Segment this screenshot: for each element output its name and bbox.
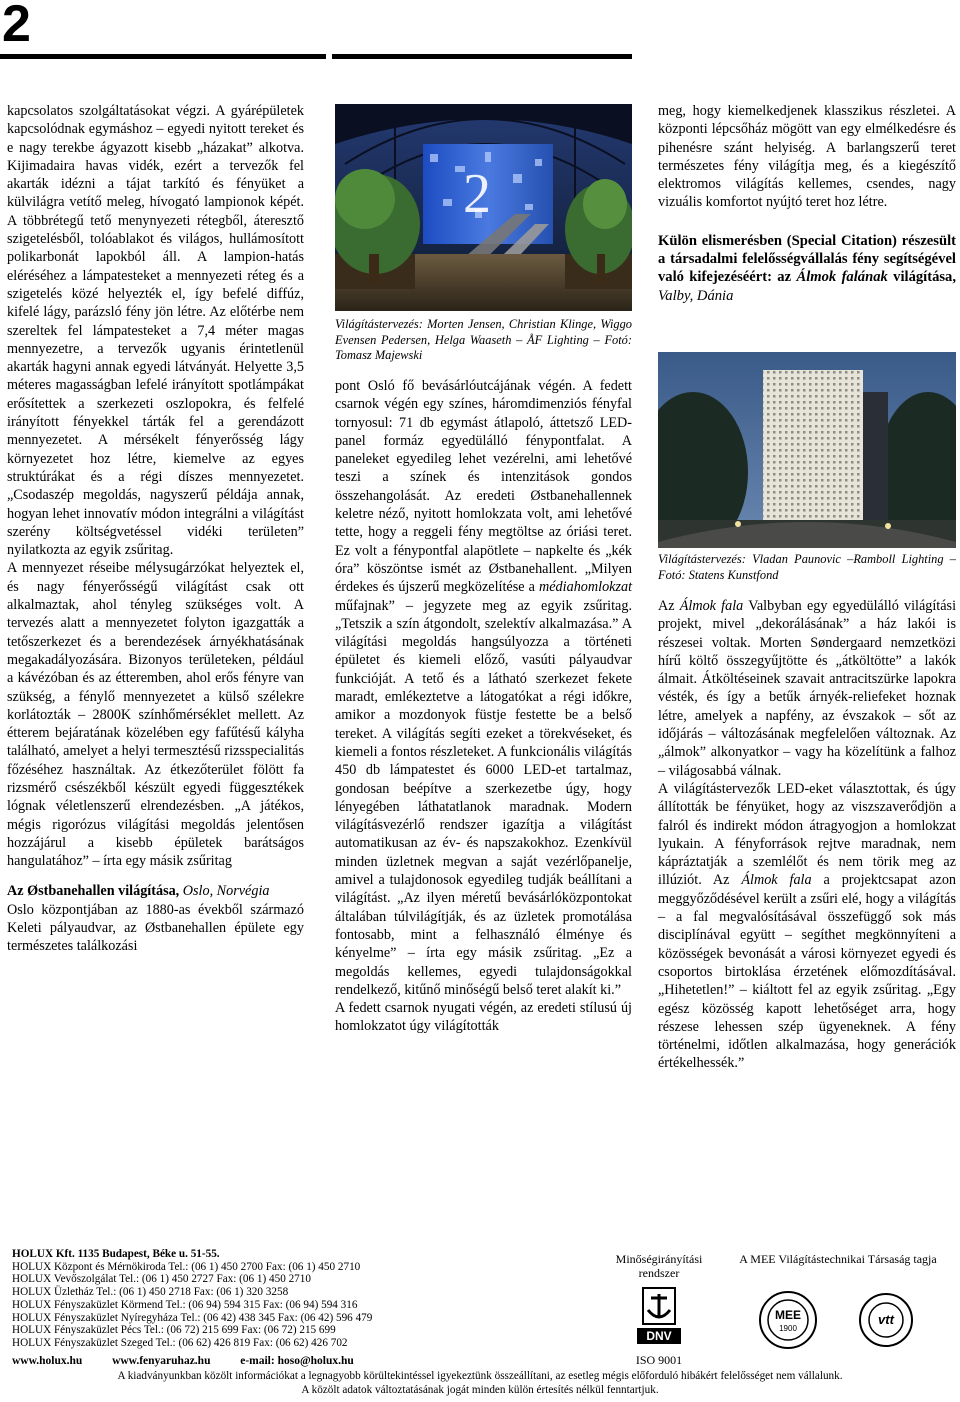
disclaimer-line-1: A kiadványunkban közölt információkat a legnagyobb körültekintéssel igyekeztünk összeállítani, az esetleg mégis előforduló hibákért felelősséget nem vállalunk.: [117, 1370, 843, 1382]
column-3-bottom: [658, 597, 956, 1073]
col1-paragraph-1: kapcsolatos szolgáltatásokat végzi. A gyárépületek kapcsolódnak egymáshoz – egyedi nyitott tereket és e nagy terekbe ágyazott kisebb „házakat” alkotva. Kijimadaira havas vidék, ezért a tervezők fel akarták idézni a tájat tarkító és fényüket a külvilágra vetítő meleg, hívogató lampionok képét. A többrétegű tető menynyezeti rétegből, áteresztő szigetelésből, tolóablakot és világos, hullámosított polikarbonát lapokból áll. A lampion-hatás eléréséhez a lámpatesteket a mennyezeti réteg és a szigetelés közé helyezték el, így befelé diffúz, kifelé lágy, parázsló fény jön létre. Az előtérbe nem szereltek fel lámpatesteket a 7,4 méter magas mennyezetre, a tervezők ugyanis érintetlenül akarták hagyni annak egyedi látványát. Helyette 3,5 méteres magasságban lefelé irányított spotlámpákat erősítettek a szerkezeti oszlopokra, és felfelé irányított fényekkel tárták fel a gerendázott mennyezetet. A mérsékelt fényerősség lágy környezetet hoz létre, kiemelve az egyes struktúrákat és a régi díszes mennyezetet. „Csodaszép megoldás, nagyszerű példája annak, hogyan lehet innovatív módon integrálni a világítást szerény költségvetéssel vidéki területen” nyilatkozta az egyik zsűritag.: [7, 103, 304, 559]
ostbanehallen-caption: Világítástervezés: Morten Jensen, Christian Klinge, Wiggo Evensen Pedersen, Helga Waaseth – ÅF Lighting – Fotó: Tomasz Majewski: [335, 317, 632, 362]
footer-company: HOLUX Kft. 1135 Budapest, Béke u. 51-55.: [12, 1248, 220, 1260]
section-title-ostbanehallen: Az Østbanehallen világítása, Oslo, Norvégia: [7, 883, 270, 900]
footer-line: HOLUX Fényszaküzlet Szeged Tel.: (06 62) 426 819 Fax: (06 62) 426 702: [12, 1336, 348, 1349]
footer-line: HOLUX Központ és Mérnökiroda Tel.: (06 1) 450 2700 Fax: (06 1) 450 2710: [12, 1260, 361, 1273]
mee-label: A MEE Világítástechnikai Társaság tagja: [739, 1252, 937, 1266]
page-number: 2: [2, 0, 31, 53]
header-bar-left: [0, 54, 326, 59]
disclaimer-line-2: A közölt adatok változtatásának jogát minden külön értesítés nélkül fenntartjuk.: [301, 1384, 659, 1396]
footer-line: HOLUX Vevőszolgálat Tel.: (06 1) 450 2727 Fax: (06 1) 450 2710: [12, 1273, 311, 1286]
footer-web-line: [12, 1355, 354, 1367]
ostbanehallen-photo: [335, 104, 632, 311]
website-link-fenyaruhaz[interactable]: www.fenyaruhaz.hu: [112, 1355, 211, 1367]
footer-contacts: [12, 1248, 372, 1350]
col3-paragraph-3: A világítástervezők LED-eket választottak, és úgy állították be fényüket, hogy az viszszaverődjön a falról és indirekt módon átragyogjon a homlokzat lyukain. A fényforrások rejtve maradnak, nem kápráztatják a szemlélőt és nem törik meg az illúziót. Az Álmok fala a projektcsapat azon meggyőződésével került a zsűri elé, hogy a világítás – a fal megvalósításával összefüggő sok más disciplínával együtt – segíthet megkönnyíteni a közösségek bevonását a városi környezet egyedi és csoportos birtoklása érzetének előmozdításával. „Hihetetlen!” – kiáltott fel az egyik zsűritag. „Egy egész közösség kapott lehetőséget arra, hogy részese lehessen szép ügyeneknek. A fény történelmi, időtlen alkalmazása, hogy generációk értékelhessék.”: [658, 780, 957, 1072]
header-bar-right: [332, 54, 632, 59]
footer-line: HOLUX Fényszaküzlet Pécs Tel.: (06 72) 215 699 Fax: (06 72) 215 699: [12, 1324, 336, 1337]
mee-logo-text: MEE: [774, 1308, 801, 1322]
dream-wall-caption: Világítástervezés: Vladan Paunovic –Ramboll Lighting – Fotó: Statens Kunstfond: [658, 552, 956, 582]
vtt-logo: [858, 1292, 914, 1348]
mee-logo: [758, 1290, 818, 1350]
mee-logo-year: 1900: [779, 1324, 797, 1333]
column-1: [7, 102, 304, 956]
col2-paragraph-1: pont Osló fő bevásárlóutcájának végén. A fedett csarnok végén egy színes, háromdimenziós fényfal tornyosul: 71 db egymást átlapoló, áttetsző LED-panel formáz egyedülálló fénypontfalat. A paneleket egyedileg lehet vezérelni, ami lehetővé teszi a színek és intenzitások gondos összehangolását. Az eredeti Østbanehallennek keletre néző, nyitott homlokzata volt, ami lehetővé tette, hogy a reggeli fény megtöltse az óriási teret. Ez volt a fénypontfal alapötlete – napkelte és „kék óra” köszöntse ismét az Østbanehallent. „Milyen érdekes és újszerű megközelítése a médiahomlokzat műfajnak” – jegyzete meg az egyik zsűritag. „Tetszik a szín átgondolt, szelektív alkalmazása.” A világítási megoldás hangsúlyozza a történeti épületet és kiemeli előző, vasúti pályaudvar funkcióját. A tető és a látható szerkezet fekete maradt, emlékeztetve a látogatókat a régi időkre, amikor a mozdonyok füstje festette be a belső tereket. A világítás segíti ezeket a törekvéseket, és kiemeli a fontos részleteket. A funkcionális világítás 450 db lámpatestet és 6000 LED-et tartalmaz, gondosan beépítve a szerkezetbe úgy, hogy lényegében láthatatlanok maradnak. Modern világításvezérlő rendszer igazítja a világítást automatikusan az év- és napszakokhoz. Ezenkívül minden üzletnek megvan a saját vezérlőpanelje, amivel a tulajdonosok egyedileg tudják beállítani a világítást. „Az ilyen méretű bevásárlóközpontokat általában túlvilágítják, és az üzletek promotálása fontosabb, mint a felhasználó élménye és kényelme” – írta egy másik zsűritag. „Ez a megoldás kellemes, egyedi tulajdonságokkal rendelkező, kitűnő minőségű belső teret alakít ki.”: [335, 378, 633, 998]
col3-paragraph-2: Az Álmok fala Valbyban egy egyedülálló világítási projekt, mivel „dekorálásának” a ház lakói is részesei voltak. Morten Søndergaard nemzetközi hírű költő összegyűjtötte és „átköltötte” a lakók álmait. Átköltéseinek szavait antracitszürke lapokra vésték, és így a betűk árnyék-reliefeket hoznak létre, amelyek a napfény, az évszakok – sőt az időjárás – változásának megfelelően változnak. Az „álmok” alkonyatkor – vagy ha közelítünk a falhoz – világosabbá válnak.: [658, 598, 957, 779]
photo-overlay-number: 2: [463, 163, 491, 225]
vtt-logo-text: vtt: [878, 1312, 894, 1327]
column-3-top: [658, 102, 956, 305]
website-link-holux[interactable]: www.holux.hu: [12, 1355, 83, 1367]
iso-label: ISO 9001: [635, 1353, 683, 1367]
special-citation-heading: Külön elismerésben (Special Citation) részesült a társadalmi felelősségvállalás fény segítségével való kifejezéséért: az Álmok falának világítása, Valby, Dánia: [658, 232, 957, 304]
col1-paragraph-2: A mennyezet réseibe mélysugárzókat helyeztek el, és nagy fényerősségű világítást csak ott alkalmaztak, ahol tényleg szükséges volt. A tervezés alatt a mennyezetet folyton igazgatták a tetőszerkezet és a berendezések árnyékhatásának megakadályozására. Bizonyos területeken, például a kávézóban és az étteremben, ahol erős fényre van szükség, a fénylő mennyezetet a külső szélekre korlátozták – 2800K színhőmérséklet mellett. Az étterem bejáratának közelében egy fafűtésű kályha található, amelyet a helyi termesztésű rizsspecialitás főzéséhez használtak. Az étkezőterület fölött fa rizsmérő csészékből készült egyedi függesztékek lógnak véletlenszerű elrendezésben. „A játékos, mégis rigorózus világítási megoldás jelentősen hozzájárul a kisebb épületek barátságos hangulatához” – írta egy másik zsűritag: [7, 560, 304, 870]
email-link[interactable]: e-mail: hoso@holux.hu: [240, 1355, 354, 1367]
col3-paragraph-1: meg, hogy kiemelkedjenek klasszikus részletei. A központi lépcsőház mögött van egy elmélkedésre és pihenésre szánt helyiség. A barlangszerű teret természetes fény világítja meg, és a kiegészítő elektromos világítás kellemes, csendes, nagy vizuális komfortot nyújtó teret hoz létre.: [658, 103, 956, 211]
footer-line: HOLUX Fényszaküzlet Nyíregyháza Tel.: (06 42) 438 345 Fax: (06 42) 596 479: [12, 1311, 373, 1324]
dnv-logo: [631, 1286, 687, 1348]
footer-line: HOLUX Üzletház Tel.: (06 1) 450 2718 Fax: (06 1) 320 3258: [12, 1286, 289, 1299]
dream-wall-photo: [658, 352, 956, 548]
col2-paragraph-2: A fedett csarnok nyugati végén, az eredeti stílusú új homlokzatot úgy világították: [335, 1000, 632, 1035]
section-ostbanehallen-body: Oslo központjában az 1880-as évekből származó Keleti pályaudvar, az Østbanehallen épülete egy természetes találkozási: [7, 901, 304, 955]
dream-wall-photo-graphic: [658, 352, 956, 548]
quality-label: Minőségirányítási rendszer: [615, 1252, 703, 1280]
dnv-text: DNV: [646, 1329, 672, 1343]
column-2: [335, 377, 632, 1036]
footer-line: HOLUX Fényszaküzlet Körmend Tel.: (06 94) 594 315 Fax: (06 94) 594 316: [12, 1298, 358, 1311]
